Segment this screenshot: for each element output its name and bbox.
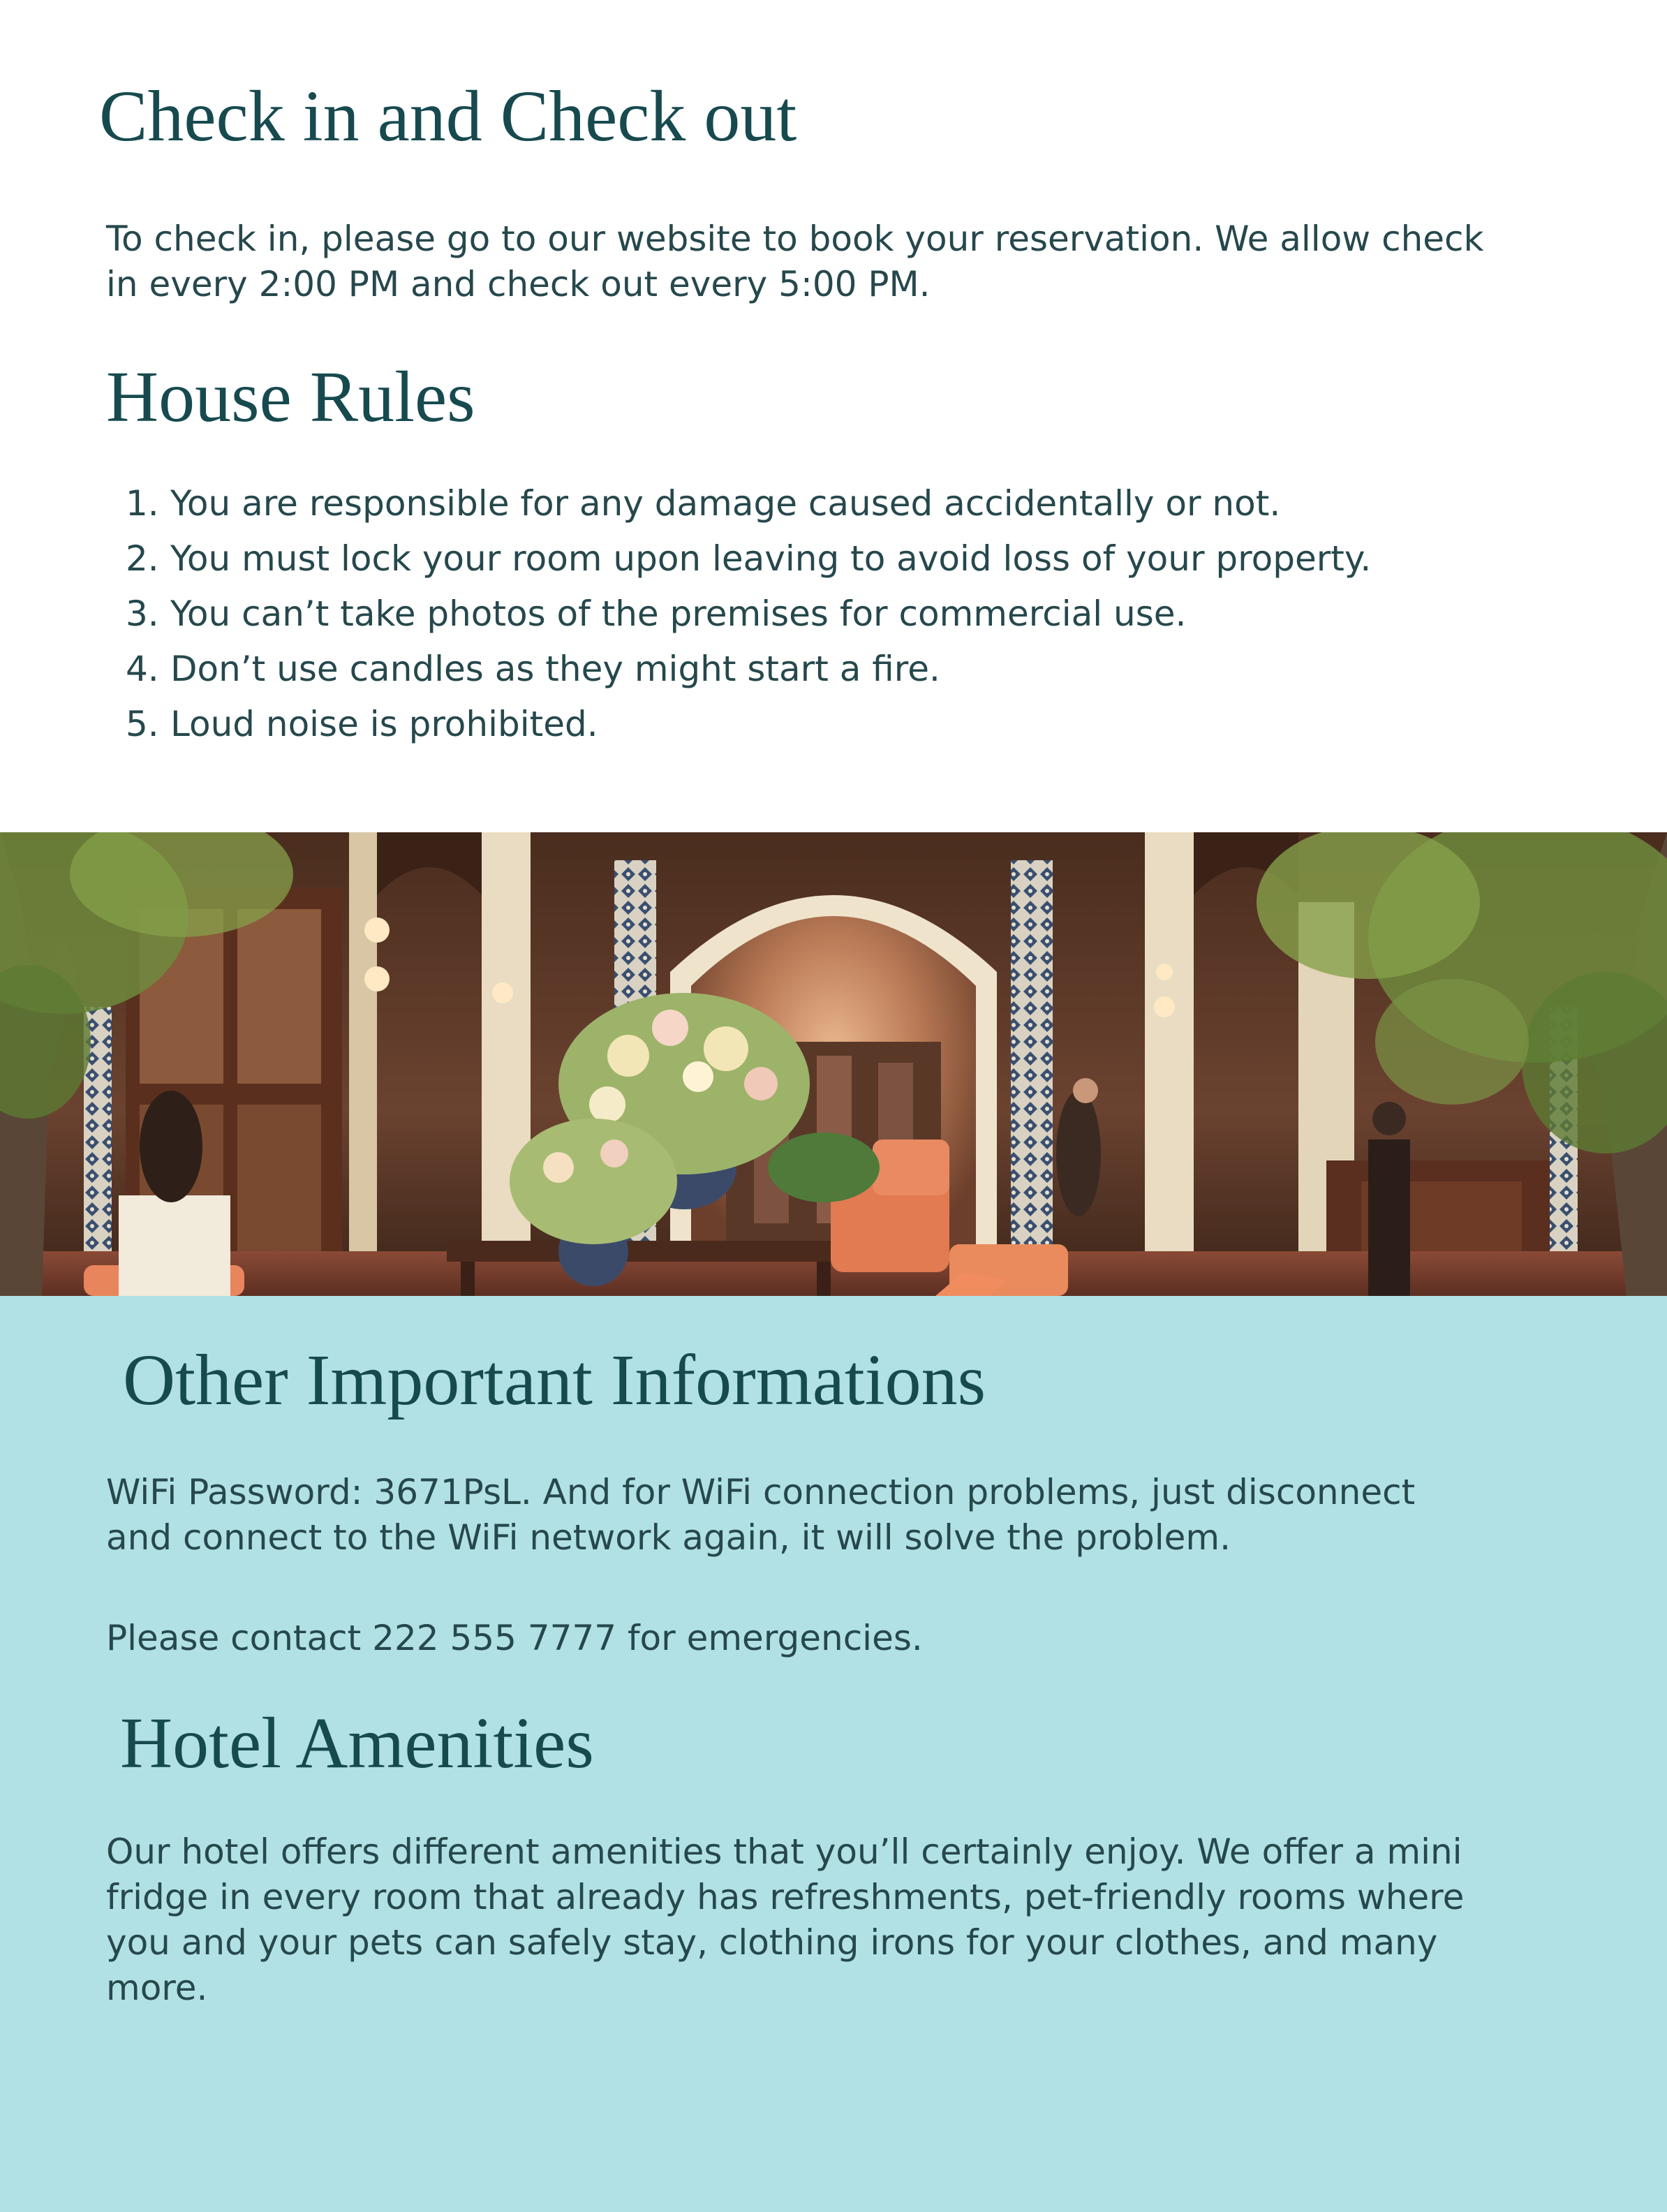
- rule-number: 1.: [126, 483, 159, 524]
- checkin-body: To check in, please go to our website to book your reservation. We allow check in every 2:00 PM and check out every 5:00 PM.: [106, 219, 1484, 304]
- other-info-title: Other Important Informations: [123, 1340, 986, 1420]
- rule-item: [126, 476, 1522, 531]
- rule-item: [126, 642, 1522, 697]
- wifi-info: WiFi Password: 3671PsL. And for WiFi connection problems, just disconnect and connect to the WiFi network again, it will solve the problem.: [106, 1472, 1416, 1558]
- rule-text: You can’t take photos of the premises for commercial use.: [170, 593, 1187, 634]
- rule-text: You must lock your room upon leaving to avoid loss of your property.: [170, 538, 1372, 579]
- hotel-lobby-photo: [0, 832, 1667, 1296]
- rule-text: Don’t use candles as they might start a fire.: [170, 649, 940, 689]
- rule-number: 5.: [126, 704, 159, 744]
- amenities-title: Hotel Amenities: [120, 1703, 594, 1783]
- rule-text: You are responsible for any damage caused accidentally or not.: [170, 483, 1281, 524]
- rule-item: [126, 697, 1522, 752]
- rule-text: Loud noise is prohibited.: [170, 704, 598, 744]
- amenities-body: Our hotel offers different amenities that you’ll certainly enjoy. We offer a mini fridge in every room that already has refreshments, pet-friendly rooms where you and your pets can safely stay, clothing irons for your clothes, and many more.: [106, 1831, 1465, 2008]
- rule-number: 2.: [126, 538, 159, 579]
- checkin-title: Check in and Check out: [99, 76, 797, 156]
- rule-item: [126, 531, 1522, 587]
- house-rules-title: House Rules: [106, 357, 475, 437]
- rule-number: 4.: [126, 649, 159, 689]
- rule-item: [126, 587, 1522, 642]
- emergency-contact: Please contact 222 555 7777 for emergencies.: [106, 1618, 923, 1658]
- rule-number: 3.: [126, 593, 159, 634]
- house-rules-list: [126, 476, 1522, 752]
